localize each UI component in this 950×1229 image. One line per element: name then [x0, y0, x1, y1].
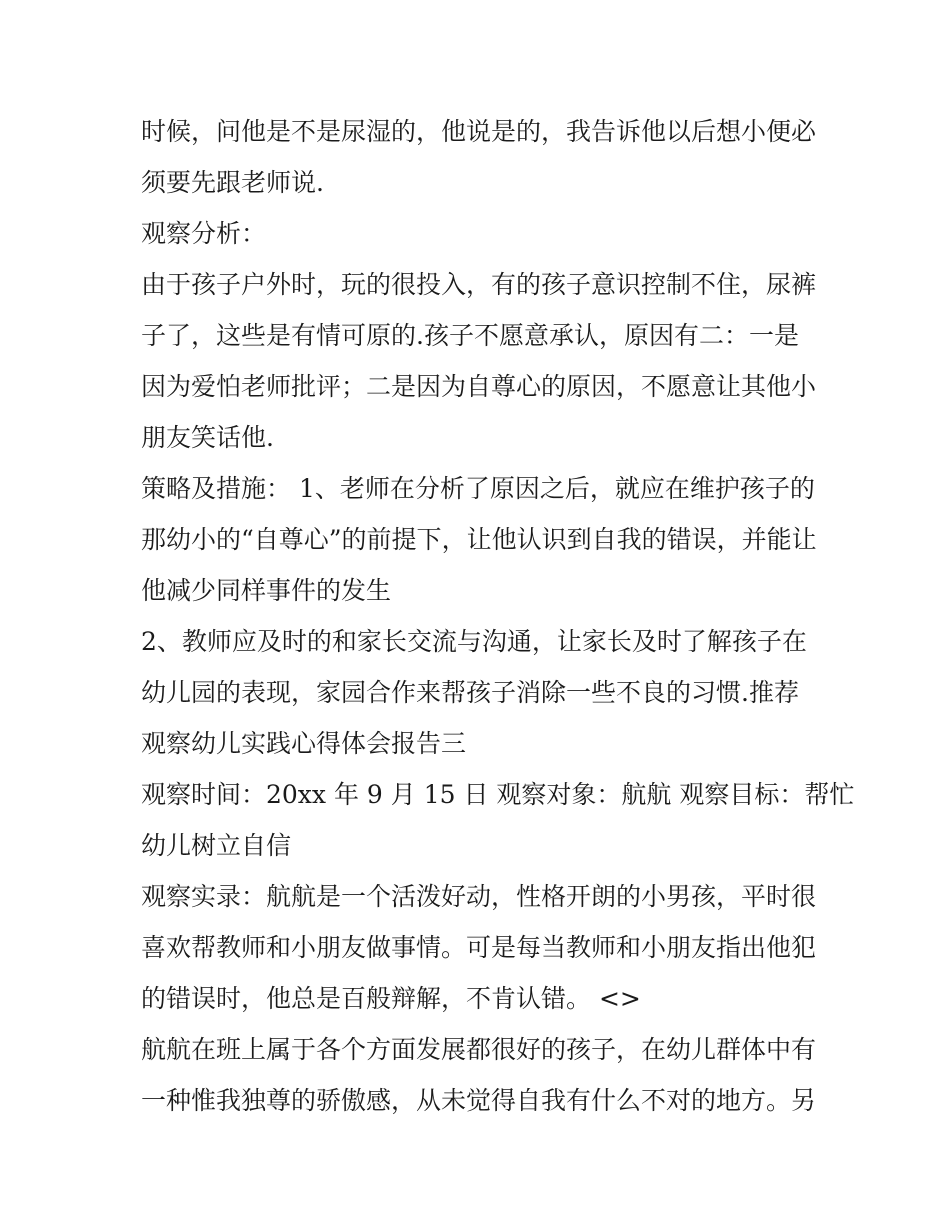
text-line: 因为爱怕老师批评；二是因为自尊心的原因，不愿意让其他小	[141, 372, 817, 401]
text-line: 须要先跟老师说.	[141, 168, 324, 197]
text-line: 朋友笑话他.	[141, 423, 274, 452]
text-line: 的错误时，他总是百般辩解，不肯认错。 <>	[141, 984, 641, 1013]
text-line: 他减少同样事件的发生	[141, 576, 392, 605]
text-line: 观察实录：航航是一个活泼好动，性格开朗的小男孩，平时很	[141, 882, 817, 911]
text-line: 幼儿园的表现，家园合作来帮孩子消除一些不良的习惯.推荐	[141, 678, 799, 707]
text-line: 一种惟我独尊的骄傲感，从未觉得自我有什么不对的地方。另	[141, 1086, 817, 1115]
text-line: 子了，这些是有情可原的.孩子不愿意承认，原因有二：一是	[141, 321, 799, 350]
text-line: 由于孩子户外时，玩的很投入，有的孩子意识控制不住，尿裤	[141, 270, 817, 299]
text-line: 幼儿树立自信	[141, 831, 292, 860]
text-line: 时候，问他是不是尿湿的，他说是的，我告诉他以后想小便必	[141, 117, 817, 146]
text-line: 2、教师应及时的和家长交流与沟通，让家长及时了解孩子在	[141, 627, 807, 656]
body-text	[141, 106, 855, 1126]
text-line: 喜欢帮教师和小朋友做事情。可是每当教师和小朋友指出他犯	[141, 933, 817, 962]
section-heading: 观察幼儿实践心得体会报告三	[141, 729, 467, 758]
text-line: 观察时间：20xx 年 9 月 15 日 观察对象：航航 观察目标：帮忙	[141, 780, 855, 809]
text-line: 那幼小的“自尊心”的前提下，让他认识到自我的错误，并能让	[141, 525, 817, 554]
text-line: 策略及措施： 1、老师在分析了原因之后，就应在维护孩子的	[141, 474, 815, 503]
section-heading: 观察分析：	[141, 219, 267, 248]
text-line: 航航在班上属于各个方面发展都很好的孩子，在幼儿群体中有	[141, 1035, 817, 1064]
